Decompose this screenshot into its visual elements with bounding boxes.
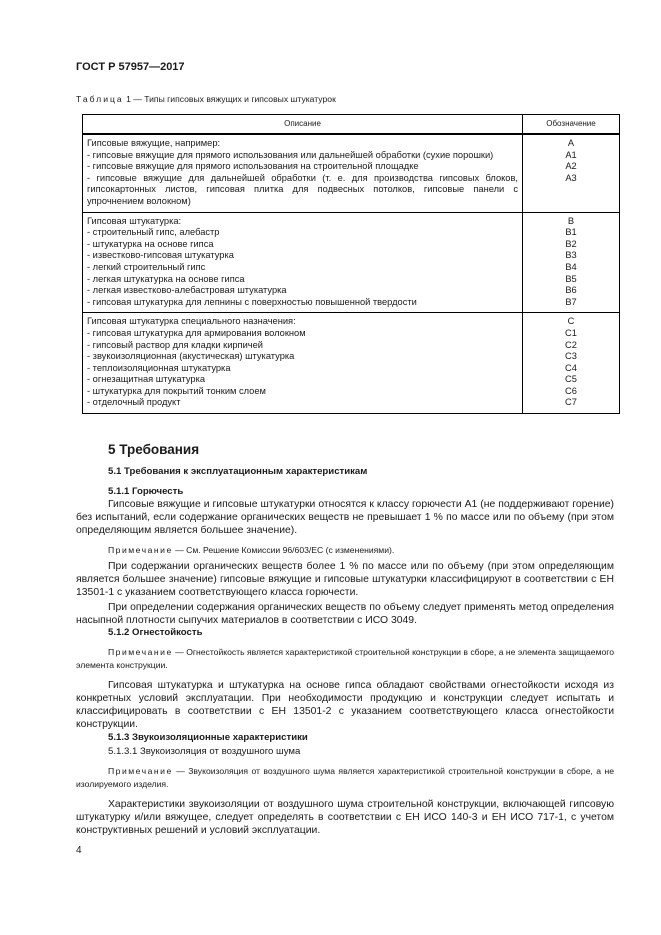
code-text: B7 bbox=[565, 296, 577, 307]
designation-cell bbox=[523, 134, 620, 212]
code-text: C5 bbox=[565, 374, 577, 385]
row-text: - штукатурка для покрытий тонким слоем bbox=[87, 385, 266, 396]
clause-heading: 5.1.1 Горючесть bbox=[108, 486, 184, 497]
code-text: A bbox=[567, 138, 575, 148]
code-text: B6 bbox=[565, 285, 577, 296]
code-text: A2 bbox=[565, 161, 577, 172]
document-id: ГОСТ Р 57957—2017 bbox=[76, 61, 185, 73]
designation-cell bbox=[523, 313, 620, 414]
column-header-designation: Обозначение bbox=[523, 115, 620, 135]
row-text: - огнезащитная штукатурка bbox=[87, 374, 206, 385]
row-text: - гипсовые вяжущие для дальнейшей обработки (т. е. для производства гипсовых блоков, гипсокартонных листов, гипсовая плитка для подвесных потолков, гипсовые панели с упрочнением волокном) bbox=[87, 172, 518, 206]
column-header-description: Описание bbox=[83, 115, 523, 135]
table-row bbox=[83, 313, 620, 414]
note-text: — Звукоизоляция от воздушного шума является характеристикой строительной конструкции в сборе, а не изолируемого изделия. bbox=[76, 766, 614, 789]
page-number: 4 bbox=[76, 845, 82, 856]
note bbox=[76, 765, 614, 791]
note-label: Примечание bbox=[108, 766, 173, 776]
note-text: — Огнестойкость является характеристикой строительной конструкции в сборе, а не элемента защищаемого элемента конструкции. bbox=[76, 647, 614, 670]
table-row bbox=[83, 212, 620, 313]
code-text: C bbox=[567, 316, 575, 327]
row-text: Гипсовая штукатурка специального назначения: bbox=[87, 316, 296, 327]
code-text: B1 bbox=[565, 227, 577, 238]
code-text: B4 bbox=[565, 261, 577, 272]
description-cell bbox=[83, 313, 523, 414]
row-text: Гипсовые вяжущие, например: bbox=[87, 138, 221, 148]
code-text: C3 bbox=[565, 351, 577, 362]
note-label: Примечание bbox=[108, 647, 173, 657]
section-heading: 5 Требования bbox=[108, 442, 200, 457]
subsection-heading: 5.1 Требования к эксплуатационным характеристикам bbox=[108, 466, 368, 477]
clause-heading: 5.1.3.1 Звукоизоляция от воздушного шума bbox=[108, 746, 301, 757]
table-caption-text: 1 — Типы гипсовых вяжущих и гипсовых штукатурок bbox=[123, 94, 336, 104]
description-cell bbox=[83, 212, 523, 313]
row-text: - легкая штукатурка на основе гипса bbox=[87, 273, 245, 284]
row-text: - теплоизоляционная штукатурка bbox=[87, 362, 231, 373]
code-text: C6 bbox=[565, 385, 577, 396]
table-header-row bbox=[83, 115, 620, 135]
note-label: Примечание bbox=[108, 545, 173, 555]
row-text: - строительный гипс, алебастр bbox=[87, 227, 220, 238]
note-text: — См. Решение Комиссии 96/603/ЕС (с изменениями). bbox=[172, 545, 395, 555]
row-text: - гипсовая штукатурка для армирования волокном bbox=[87, 327, 306, 338]
row-text: - гипсовые вяжущие для прямого использования или дальнейшей обработки (сухие порошки) bbox=[87, 149, 494, 160]
row-text: - гипсовый раствор для кладки кирпичей bbox=[87, 339, 263, 350]
row-text: Гипсовая штукатурка: bbox=[87, 215, 182, 226]
row-text: - звукоизоляционная (акустическая) штукатурка bbox=[87, 351, 295, 362]
code-text: A1 bbox=[565, 149, 577, 160]
row-text: - гипсовая штукатурка для лепнины с поверхностью повышенной твердости bbox=[87, 296, 417, 307]
row-text: - известково-гипсовая штукатурка bbox=[87, 250, 234, 261]
note bbox=[76, 544, 614, 557]
paragraph: При содержании органических веществ более 1 % по массе или по объему (при этом определяющим является большее значение) гипсовые вяжущие и гипсовые штукатурки классифицируют в соответствии с ЕН 13501-1 с указанием соответствующего класса горючести. bbox=[76, 561, 614, 598]
table-caption bbox=[76, 94, 336, 104]
row-text: - гипсовые вяжущие для прямого использования на строительной площадке bbox=[87, 161, 419, 172]
code-text: C4 bbox=[565, 362, 577, 373]
row-text: - легкий строительный гипс bbox=[87, 261, 206, 272]
note bbox=[76, 646, 614, 672]
types-table bbox=[82, 114, 620, 414]
description-cell bbox=[83, 134, 523, 212]
clause-heading: 5.1.2 Огнестойкость bbox=[108, 627, 203, 638]
code-text: B2 bbox=[565, 238, 577, 249]
row-text: - штукатурка на основе гипса bbox=[87, 238, 214, 249]
paragraph: При определении содержания органических веществ по объему следует применять метод определения насыпной плотности сыпучих материалов в соответствии с ИСО 3049. bbox=[76, 602, 614, 626]
clause-heading: 5.1.3 Звукоизоляционные характеристики bbox=[108, 732, 308, 743]
table-row bbox=[83, 134, 620, 212]
code-text: C2 bbox=[565, 339, 577, 350]
code-text: B bbox=[567, 215, 575, 226]
table-caption-label: Таблица bbox=[76, 94, 124, 104]
code-text: C1 bbox=[565, 327, 577, 338]
designation-cell bbox=[523, 212, 620, 313]
paragraph: Гипсовые вяжущие и гипсовые штукатурки относятся к классу горючести А1 (не поддерживают горение) без испытаний, если содержание органических веществ не превышает 1 % по массе или по объему (при этом определяющим является большее значение). bbox=[76, 499, 614, 536]
row-text: - отделочный продукт bbox=[87, 397, 181, 408]
code-text: C7 bbox=[565, 397, 577, 408]
paragraph: Характеристики звукоизоляции от воздушного шума строительной конструкции, включающей гипсовую штукатурку и/или вяжущее, следует определять в соответствии с ЕН ИСО 140-3 и ЕН ИСО 717-1, с учетом конструктивных решений и условий эксплуатации. bbox=[76, 799, 614, 836]
paragraph: Гипсовая штукатурка и штукатурка на основе гипса обладают свойствами огнестойкости исходя из конкретных условий эксплуатации. При необходимости продукцию и конструкции следует испытать и классифицировать в соответствии с ЕН 13501-2 с указанием соответствующего класса огнестойкости конструкции. bbox=[76, 680, 614, 730]
code-text: A3 bbox=[565, 172, 577, 183]
code-text: B3 bbox=[565, 250, 577, 261]
code-text: B5 bbox=[565, 273, 577, 284]
row-text: - легкая известково-алебастровая штукатурка bbox=[87, 285, 287, 296]
